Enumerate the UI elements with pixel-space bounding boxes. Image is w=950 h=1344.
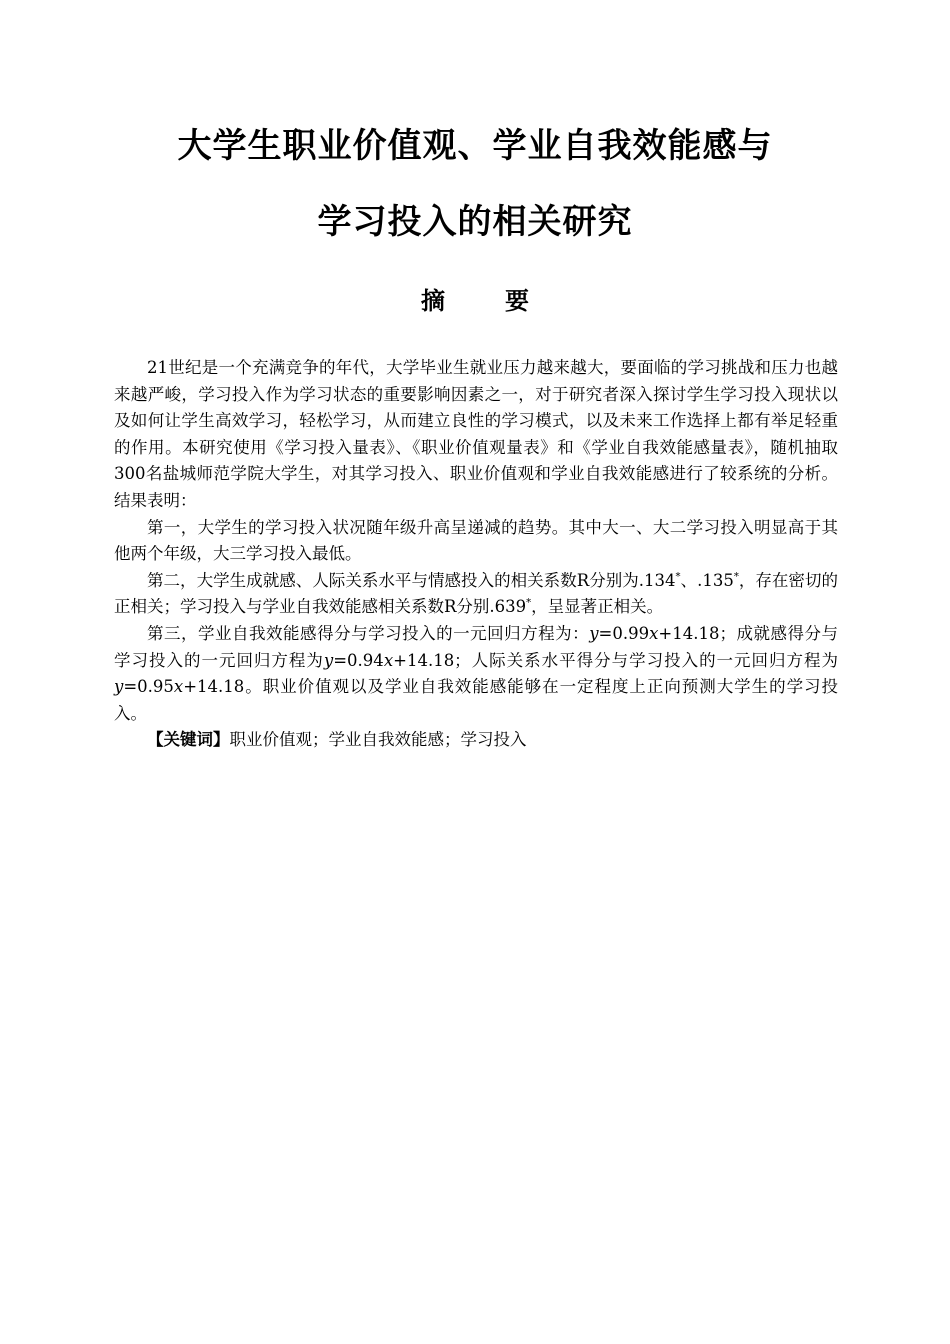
finding-2-text: 第二，大学生成就感、人际关系水平与情感投入的相关系数R分别为.134 (147, 570, 676, 590)
abstract-intro-paragraph: 21世纪是一个充满竞争的年代，大学毕业生就业压力越来越大，要面临的学习挑战和压力也越来越严峻，学习投入作为学习状态的重要影响因素之一，对于研究者深入探讨学生学习投入现状以及如何让学生高效学习，轻松学习，从而建立良性的学习模式，以及未来工作选择上都有举足轻重的作用。本研究使用《学习投入量表》、《职业价值观量表》和《学业自我效能感量表》，随机抽取300名盐城师范学院大学生，对其学习投入、职业价值观和学业自我效能感进行了较系统的分析。结果表明： (114, 358, 838, 510)
finding-3-text: +14.18。职业价值观以及学业自我效能感能够在一定程度上正向预测大学生的学习投入。 (114, 677, 838, 723)
keywords-label: 【关键词】 (147, 730, 230, 750)
equation-variable-x: x (649, 623, 659, 643)
equation-text: =0.94 (333, 650, 384, 670)
finding-2-paragraph (114, 568, 838, 621)
equation-variable-y: y (323, 650, 334, 670)
finding-3-text: 第三，学业自我效能感得分与学习投入的一元回归方程为： (147, 623, 590, 643)
significance-mark: * (675, 571, 681, 583)
equation-text: =0.99 (598, 623, 650, 643)
equation-text: =0.95 (123, 677, 174, 697)
abstract-heading: 摘要 (421, 287, 589, 315)
finding-3-paragraph (114, 621, 838, 727)
paper-title-line-1: 大学生职业价值观、学业自我效能感与 (177, 126, 773, 166)
finding-2-text: 、.135 (680, 570, 734, 590)
finding-2-text: ，呈显著正相关。 (531, 597, 664, 617)
finding-2-text: ，存在密切的正相关；学习投入与学业自我效能感相关系数R分别.639 (114, 570, 838, 617)
equation-variable-y: y (589, 623, 599, 643)
equation-variable-x: x (383, 650, 394, 670)
finding-3-text: +14.18；人际关系水平得分与学习投入的一元回归方程为 (393, 650, 839, 670)
keywords-text: 职业价值观；学业自我效能感；学习投入 (229, 730, 527, 750)
equation-variable-x: x (173, 677, 184, 697)
significance-mark: * (733, 571, 739, 583)
paper-title-line-2: 学习投入的相关研究 (317, 202, 633, 242)
abstract-body (114, 355, 838, 754)
finding-3-text: +14.18；成就感得分与学习投入的一元回归方程为 (114, 623, 839, 670)
equation-variable-y: y (114, 677, 124, 697)
finding-1-paragraph: 第一，大学生的学习投入状况随年级升高呈递减的趋势。其中大一、大二学习投入明显高于其他两个年级，大三学习投入最低。 (114, 517, 838, 564)
keywords-line (114, 727, 838, 754)
significance-mark: * (526, 597, 532, 609)
